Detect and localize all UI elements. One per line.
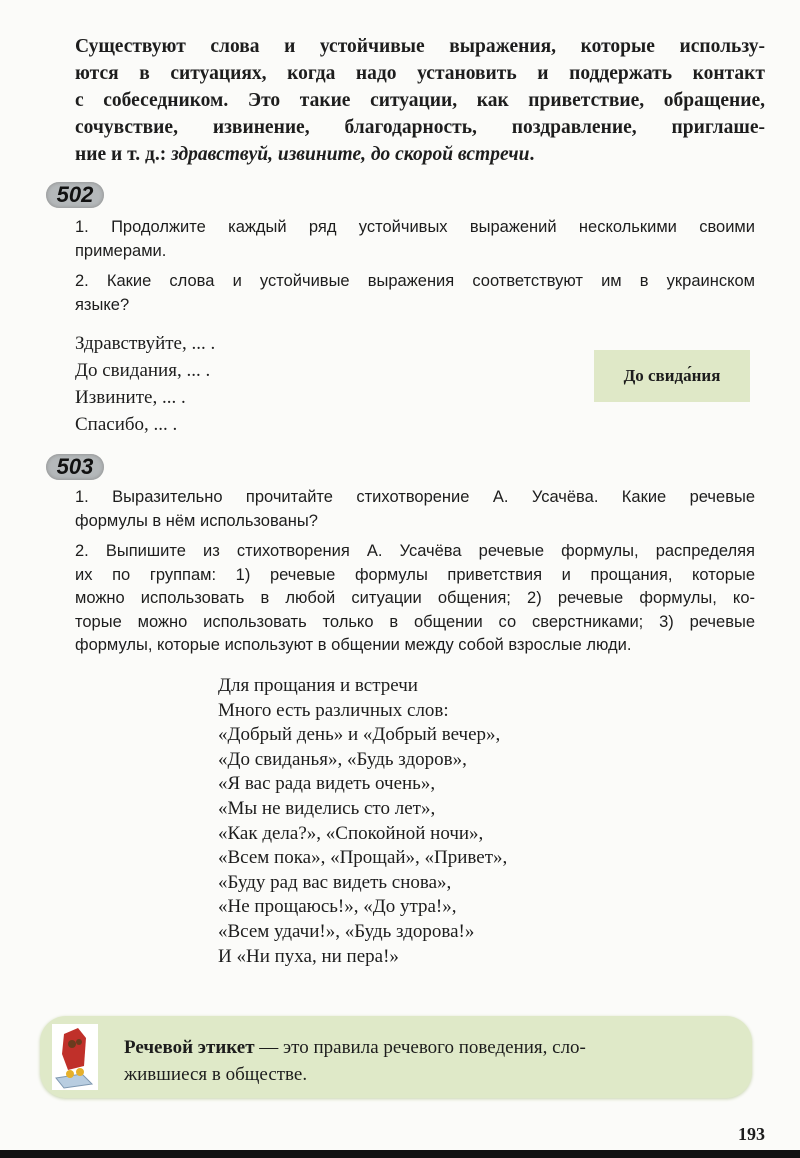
intro-line	[75, 141, 765, 168]
task-line: 2. Какие слова и устойчивые выражения соответствуют им в украинском	[75, 272, 755, 290]
rule-term: Речевой этикет	[124, 1037, 255, 1058]
bottom-border	[0, 1150, 800, 1158]
poem	[218, 674, 507, 969]
poem-line: Много есть различных слов:	[218, 699, 449, 721]
poem-line: «Добрый день» и «Добрый вечер»,	[218, 724, 501, 746]
poem-line: Для прощания и встречи	[218, 675, 418, 696]
task-line: языке?	[75, 295, 130, 314]
page-number: 193	[738, 1124, 765, 1144]
rule-line: жившиеся в обществе.	[124, 1064, 308, 1085]
intro-line: ются в ситуациях, когда надо установить и поддержать контакт	[75, 63, 765, 84]
example-line: До свидания, ... .	[75, 360, 211, 381]
poem-line: «Всем удачи!», «Будь здорова!»	[218, 920, 475, 942]
intro-line: с собеседником. Это такие ситуации, как приветствие, обращение,	[75, 90, 765, 111]
intro-examples: здравствуй, извините, до скорой встречи	[171, 144, 530, 165]
example-line: Здравствуйте, ... .	[75, 333, 216, 354]
task-line: формулы в нём использованы?	[75, 511, 318, 530]
rule-line	[124, 1034, 734, 1061]
intro-line: Существуют слова и устойчивые выражения, которые использу-	[75, 36, 765, 57]
intro-text: ние и т. д.:	[75, 144, 172, 165]
rule-text	[124, 1034, 734, 1088]
task-line: можно использовать в любой ситуации общения; 2) речевые формулы, ко-	[75, 589, 755, 607]
example-line: Спасибо, ... .	[75, 414, 178, 435]
task-line: 1. Выразительно прочитайте стихотворение А. Усачёва. Какие речевые	[75, 488, 755, 506]
rule-box	[40, 1016, 752, 1098]
poem-line: «Не прощаюсь!», «До утра!»,	[218, 896, 457, 918]
task-line: примерами.	[75, 241, 167, 260]
task-line: 1. Продолжите каждый ряд устойчивых выражений несколькими своими	[75, 218, 755, 236]
poem-line: «До свиданья», «Будь здоров»,	[218, 748, 467, 770]
poem-line: И «Ни пуха, ни пера!»	[218, 945, 399, 967]
poem-line: «Мы не виделись сто лет»,	[218, 797, 436, 819]
example-line: Извините, ... .	[75, 387, 186, 408]
task-line: 2. Выпишите из стихотворения А. Усачёва речевые формулы, распределяя	[75, 542, 755, 560]
poem-line: «Как дела?», «Спокойной ночи»,	[218, 822, 484, 844]
poem-line: «Я вас рада видеть очень»,	[218, 773, 436, 795]
owl-book-icon	[52, 1024, 98, 1090]
poem-line: «Всем пока», «Прощай», «Привет»,	[218, 847, 508, 869]
intro-text: .	[529, 144, 535, 165]
task-line: формулы, которые используют в общении между собой взрослые люди.	[75, 636, 632, 654]
task-line: их по группам: 1) речевые формулы приветствия и прощания, которые	[75, 565, 755, 584]
intro-line: сочувствие, извинение, благодарность, поздравление, приглаше-	[75, 117, 765, 138]
exercise-502-number: 502	[46, 182, 104, 208]
poem-line: «Буду рад вас видеть снова»,	[218, 871, 452, 893]
task-line: торые можно использовать только в общении со сверстниками; 3) речевые	[75, 612, 755, 631]
exercise-502-examples	[75, 330, 215, 438]
rule-definition: — это правила речевого поведения, сло-	[254, 1037, 586, 1058]
intro-paragraph	[75, 33, 765, 168]
exercise-502-tasks	[75, 216, 755, 317]
exercise-503-tasks	[75, 486, 755, 658]
stress-note-box: До свида́ния	[594, 350, 750, 402]
exercise-503-number: 503	[46, 454, 104, 480]
